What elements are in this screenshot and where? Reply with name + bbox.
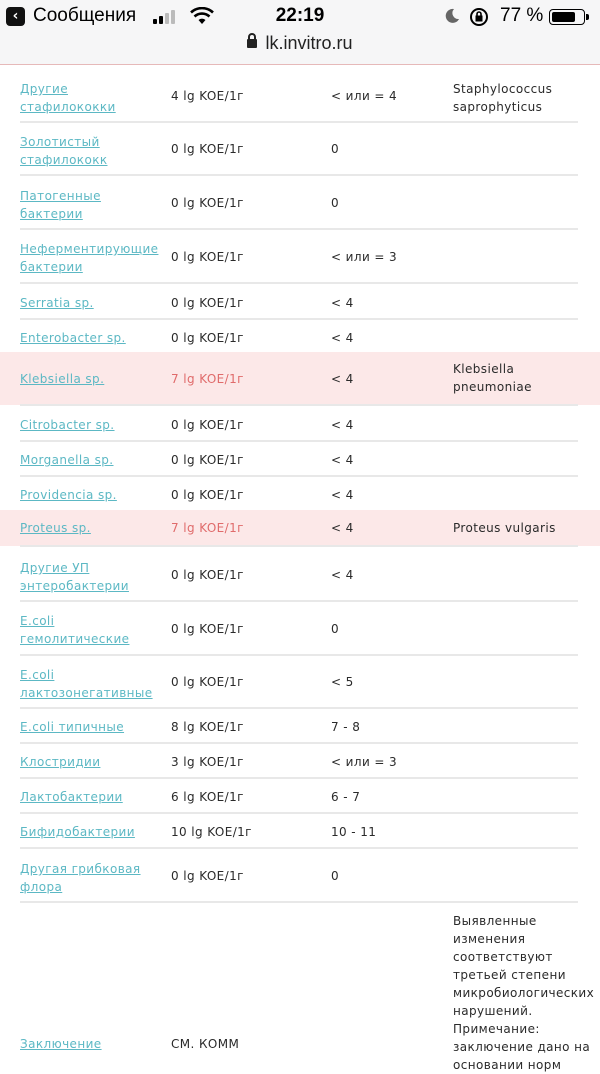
test-name-link[interactable] [20,1035,160,1053]
comment-text: Klebsiella pneumoniae [453,362,532,394]
test-name-text[interactable]: Providencia sp. [20,488,117,502]
test-name-link[interactable] [20,240,160,276]
result-value: 0 lg KOE/1г [171,331,244,345]
test-name-text[interactable]: Клостридии [20,755,101,769]
do-not-disturb-moon-icon [444,8,460,24]
top-bar [0,0,600,65]
table-row [0,904,600,1072]
result-value: 0 lg KOE/1г [171,196,244,210]
reference-range: 0 [331,869,340,883]
table-row [0,230,600,283]
reference-range: < или = 3 [331,755,398,769]
rotation-lock-icon [469,7,489,27]
table-row [0,780,600,813]
reference-range: < 4 [331,568,354,582]
test-name-link[interactable] [20,718,160,736]
reference-range: 0 [331,196,340,210]
result-value: 3 lg KOE/1г [171,755,244,769]
result-value: 6 lg KOE/1г [171,790,244,804]
test-name-link[interactable] [20,80,160,116]
row-divider [20,812,578,814]
test-name-text[interactable]: E.coli типичные [20,720,125,734]
result-value: 0 lg KOE/1г [171,488,244,502]
row-divider [20,777,578,779]
table-row [0,510,600,546]
result-value: 7 lg KOE/1г [171,521,244,535]
test-name-link[interactable] [20,753,160,771]
reference-range: < 4 [331,331,354,345]
back-to-app-label[interactable]: Сообщения [33,5,137,26]
row-divider [20,404,578,406]
test-name-link[interactable] [20,133,160,169]
row-divider [20,440,578,442]
table-row [0,478,600,511]
result-value: 0 lg KOE/1г [171,675,244,689]
test-name-text[interactable]: Золотистый стафилококк [20,135,108,167]
result-value: 0 lg KOE/1г [171,142,244,156]
clock: 22:19 [275,5,325,26]
result-value: 0 lg KOE/1г [171,622,244,636]
test-name-text[interactable]: Другие стафилококки [20,82,116,114]
reference-range: < 5 [331,675,354,689]
row-divider [20,901,578,903]
reference-range: < 4 [331,453,354,467]
test-name-link[interactable] [20,294,160,312]
reference-range: 7 - 8 [331,720,361,734]
test-name-text[interactable]: Morganella sp. [20,453,114,467]
reference-range: 0 [331,142,340,156]
table-row [0,321,600,354]
reference-range: 6 - 7 [331,790,361,804]
test-name-text[interactable]: Заключение [20,1037,102,1051]
result-value: 4 lg KOE/1г [171,89,244,103]
table-row [0,745,600,778]
row-divider [20,545,578,547]
reference-range: < 4 [331,521,354,535]
row-divider [20,847,578,849]
test-name-link[interactable] [20,823,160,841]
test-name-link[interactable] [20,416,160,434]
reference-range: < 4 [331,372,354,386]
battery-percent: 77 % [500,5,544,26]
reference-range: < 4 [331,488,354,502]
test-name-text[interactable]: Другие УП энтеробактерии [20,561,129,593]
test-name-text[interactable]: Serratia sp. [20,296,94,310]
table-row [0,656,600,708]
result-value: 0 lg KOE/1г [171,453,244,467]
test-name-text[interactable]: Klebsiella sp. [20,372,105,386]
table-row [0,286,600,319]
table-row [0,177,600,229]
test-name-text[interactable]: Другая грибковая флора [20,862,141,894]
reference-range: < или = 4 [331,89,398,103]
address-bar[interactable] [0,33,600,54]
reference-range: < 4 [331,296,354,310]
test-name-link[interactable] [20,788,160,806]
reference-range: 10 - 11 [331,825,377,839]
row-divider [20,282,578,284]
result-value: 7 lg KOE/1г [171,372,244,386]
battery-icon [549,9,585,25]
test-name-link[interactable] [20,329,160,347]
result-value: 0 lg KOE/1г [171,418,244,432]
row-divider [20,707,578,709]
result-value: 0 lg KOE/1г [171,296,244,310]
table-row [0,850,600,902]
back-icon[interactable]: ‹ [6,7,25,26]
table-row [0,602,600,655]
row-divider [20,318,578,320]
result-value: 0 lg KOE/1г [171,568,244,582]
test-name-link[interactable] [20,666,160,702]
test-name-link[interactable] [20,451,160,469]
row-divider [20,174,578,176]
result-value: 8 lg KOE/1г [171,720,244,734]
table-row [0,352,600,405]
lock-icon [247,39,257,48]
comment-text: Выявленные изменения соответствуют третьей степени микробиологических нарушений. Примечание: заключение дано на основании норм [453,914,595,1072]
test-name-text[interactable]: Патогенные бактерии [20,189,101,221]
test-name-link[interactable] [20,559,160,595]
test-name-text[interactable]: E.coli гемолитические [20,614,130,646]
test-name-text[interactable]: E.coli лактозонегативные [20,668,153,700]
row-divider [20,475,578,477]
battery-level-fill [552,12,575,22]
table-row [0,408,600,441]
comment-text: Proteus vulgaris [453,521,556,535]
test-name-link[interactable] [20,370,160,388]
result-value: 0 lg KOE/1г [171,869,244,883]
table-row [0,710,600,743]
result-value: СМ. КОММ [171,1037,240,1051]
test-name-link[interactable] [20,860,160,896]
result-value: 10 lg KOE/1г [171,825,252,839]
test-name-link[interactable] [20,519,160,537]
table-row [0,549,600,601]
test-name-text[interactable]: Citrobacter sp. [20,418,115,432]
reference-range: < 4 [331,418,354,432]
status-bar [0,0,600,34]
table-row [0,815,600,848]
test-name-text[interactable]: Enterobacter sp. [20,331,126,345]
row-divider [20,742,578,744]
test-name-link[interactable] [20,187,160,223]
test-name-text[interactable]: Неферментирующие бактерии [20,242,159,274]
test-name-text[interactable]: Бифидобактерии [20,825,135,839]
table-row [0,70,600,122]
table-row [0,123,600,175]
test-name-link[interactable] [20,486,160,504]
reference-range: 0 [331,622,340,636]
table-row [0,443,600,476]
test-name-text[interactable]: Proteus sp. [20,521,91,535]
test-name-text[interactable]: Лактобактерии [20,790,123,804]
result-value: 0 lg KOE/1г [171,250,244,264]
test-name-link[interactable] [20,612,160,648]
url-text: lk.invitro.ru [265,33,353,53]
comment-text: Staphylococcus saprophyticus [453,82,553,114]
reference-range: < или = 3 [331,250,398,264]
